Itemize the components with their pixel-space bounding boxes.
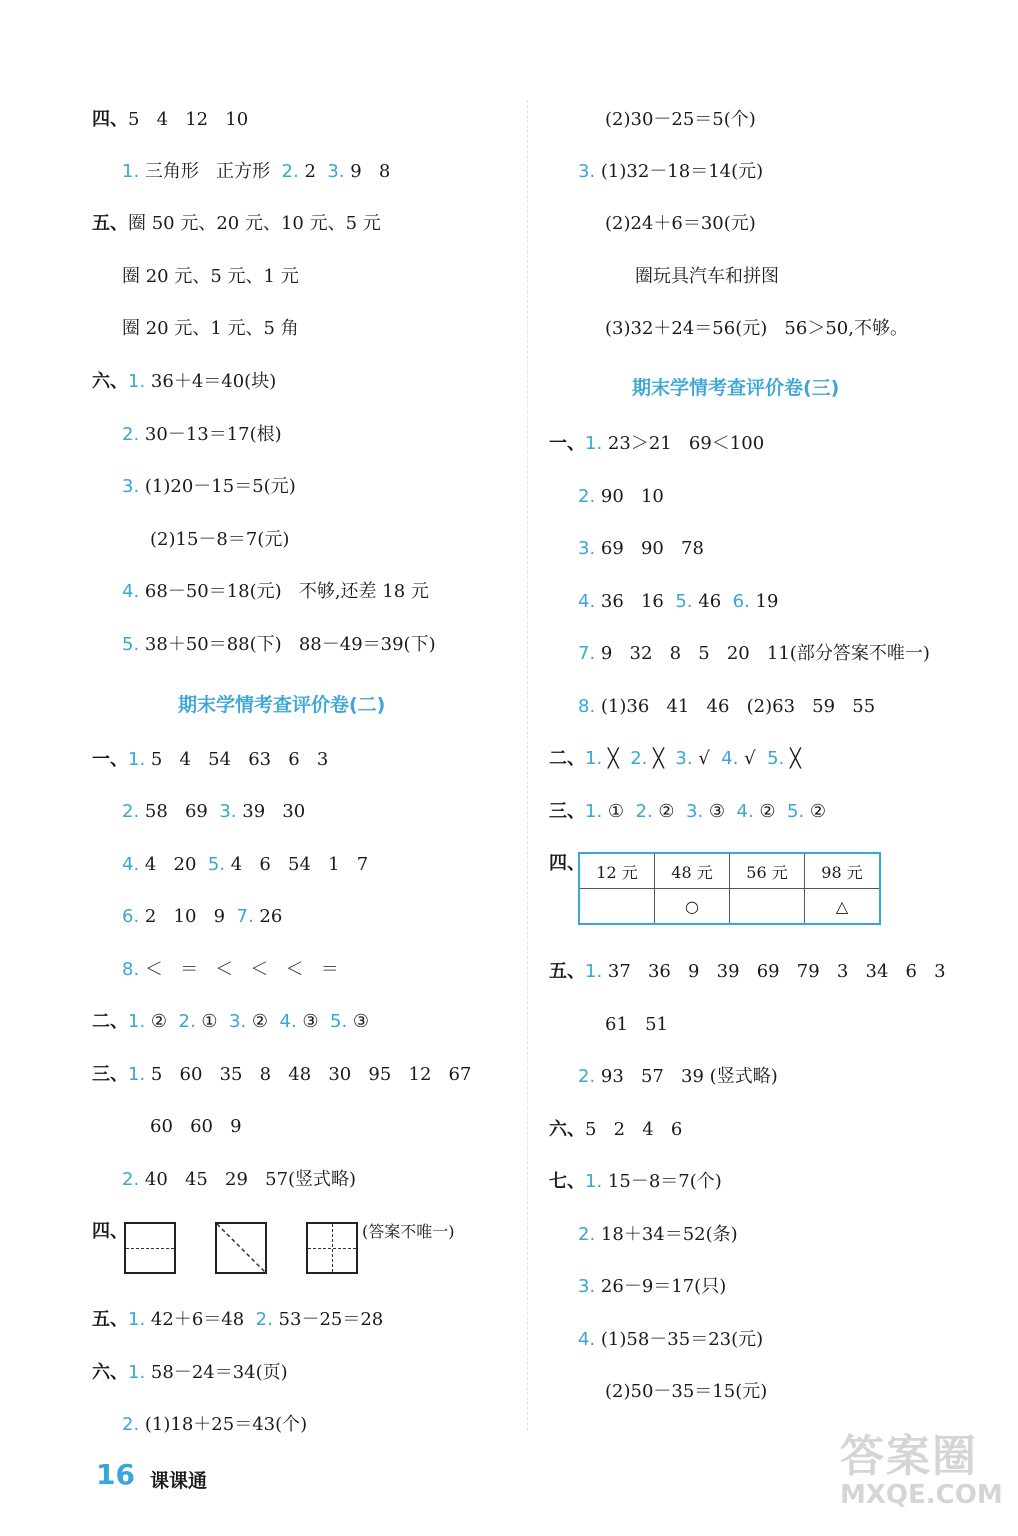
- answer-line: [92, 1220, 128, 1244]
- question-number: 2.: [578, 1066, 596, 1087]
- section-label: 二、: [92, 1011, 128, 1032]
- answer-text: 2: [298, 161, 328, 182]
- section-label: 四、: [549, 853, 585, 874]
- answer-text: 19: [749, 591, 779, 612]
- answer-text: 38＋50＝88(下) 88－49＝39(下): [139, 634, 436, 655]
- book-name: 课课通: [150, 1470, 208, 1492]
- answer-line: [92, 748, 328, 772]
- answer-text: 46: [692, 591, 733, 612]
- answer-text: 圈 50 元、20 元、10 元、5 元: [128, 213, 381, 234]
- answer-text: (1)36 41 46 (2)63 59 55: [595, 696, 876, 717]
- answer-line: [549, 747, 801, 771]
- table-cell: ○: [655, 889, 730, 925]
- question-number: 7.: [236, 906, 254, 927]
- section-label: 五、: [92, 1309, 128, 1330]
- answer-text: ②: [753, 801, 787, 822]
- question-number: 8.: [122, 959, 140, 980]
- answer-text: 40 45 29 57(竖式略): [139, 1169, 357, 1190]
- answer-text: 9 32 8 5 20 11(部分答案不唯一): [595, 643, 930, 664]
- section-label: 四、: [92, 1221, 128, 1242]
- answer-line: [549, 800, 826, 824]
- answer-line: (2)15－8＝7(元): [150, 529, 290, 550]
- answer-text: 4 6 54 1 7: [225, 854, 369, 875]
- question-number: 1.: [128, 1362, 146, 1383]
- section-title: 期末学情考查评价卷(三): [632, 377, 840, 399]
- answer-text: (1)18＋25＝43(个): [139, 1414, 308, 1435]
- question-number: 2.: [122, 1169, 140, 1190]
- section-title: 期末学情考查评价卷(二): [178, 694, 386, 716]
- answer-line: [92, 212, 381, 236]
- question-number: 5.: [675, 591, 693, 612]
- answer-line: [92, 1361, 288, 1385]
- question-number: 4.: [721, 748, 739, 769]
- answer-line: [578, 1275, 726, 1299]
- answer-text: ②: [246, 1011, 280, 1032]
- answer-line: [122, 423, 282, 447]
- answer-line: [578, 1328, 763, 1352]
- answer-line: [122, 1168, 356, 1192]
- answer-line: [122, 475, 296, 499]
- answer-line: [122, 633, 436, 657]
- answer-text: ③: [296, 1011, 330, 1032]
- question-number: 1.: [585, 1171, 603, 1192]
- answer-text: 15－8＝7(个): [602, 1171, 722, 1192]
- answer-line: (2)50－35＝15(元): [605, 1381, 768, 1402]
- answer-text: 36 16: [595, 591, 676, 612]
- answer-text: 5 2 4 6: [585, 1119, 683, 1140]
- answer-line: (2)24＋6＝30(元): [605, 213, 756, 234]
- answer-line: [578, 590, 778, 614]
- question-number: 4.: [122, 581, 140, 602]
- answer-line: [578, 695, 875, 719]
- answer-text: 93 57 39 (竖式略): [595, 1066, 778, 1087]
- answer-text: √: [692, 748, 722, 769]
- section-label: 一、: [549, 433, 585, 454]
- answer-line: [92, 370, 276, 394]
- answer-text: 58 69: [139, 801, 220, 822]
- question-number: 1.: [128, 371, 146, 392]
- question-number: 5.: [122, 634, 140, 655]
- table-cell: [579, 889, 655, 925]
- question-number: 1.: [128, 1064, 146, 1085]
- answer-text: √: [738, 748, 768, 769]
- answer-text: 42＋6＝48: [145, 1309, 256, 1330]
- question-number: 1.: [585, 801, 603, 822]
- question-number: 5.: [330, 1011, 348, 1032]
- table-row: [579, 889, 880, 925]
- question-number: 2.: [578, 486, 596, 507]
- question-number: 4.: [279, 1011, 297, 1032]
- question-number: 7.: [578, 643, 596, 664]
- square-drawing-quarter-split: [306, 1222, 358, 1274]
- answer-text: 9 8: [344, 161, 391, 182]
- question-number: 2.: [178, 1011, 196, 1032]
- answer-text: 2 10 9: [139, 906, 237, 927]
- question-number: 2.: [281, 161, 299, 182]
- question-number: 8.: [578, 696, 596, 717]
- section-label: 六、: [549, 1119, 585, 1140]
- answer-text: ＜ ＝ ＜ ＜ ＜ ＝: [139, 959, 339, 980]
- answer-text: 36＋4＝40(块): [145, 371, 277, 392]
- table-cell: 56 元: [730, 853, 805, 889]
- table-cell: [730, 889, 805, 925]
- answer-line: [122, 800, 305, 824]
- answer-line: 圈 20 元、1 元、5 角: [122, 318, 299, 339]
- question-number: 1.: [128, 1309, 146, 1330]
- answer-text: 三角形 正方形: [139, 161, 282, 182]
- question-number: 3.: [327, 161, 345, 182]
- answer-text: ╳: [647, 748, 676, 769]
- answer-line: [549, 1170, 722, 1194]
- answer-line: [549, 1118, 682, 1142]
- answer-text: 58－24＝34(页): [145, 1362, 288, 1383]
- question-number: 3.: [219, 801, 237, 822]
- answer-line: [122, 905, 282, 929]
- answer-line: [92, 1010, 369, 1034]
- answer-text: 39 30: [236, 801, 306, 822]
- question-number: 3.: [122, 476, 140, 497]
- answer-text: ②: [145, 1011, 179, 1032]
- question-number: 6.: [122, 906, 140, 927]
- question-number: 4.: [736, 801, 754, 822]
- answer-text: ②: [652, 801, 686, 822]
- answer-text: 68－50＝18(元) 不够,还差 18 元: [139, 581, 429, 602]
- question-number: 2.: [578, 1224, 596, 1245]
- answer-text: (1)58－35＝23(元): [595, 1329, 764, 1350]
- answer-text: 69 90 78: [595, 538, 704, 559]
- answer-line: 61 51: [605, 1014, 668, 1035]
- question-number: 4.: [578, 1329, 596, 1350]
- question-number: 3.: [675, 748, 693, 769]
- answer-line: [578, 642, 930, 666]
- section-label: 五、: [549, 961, 585, 982]
- answer-text: 30－13＝17(根): [139, 424, 282, 445]
- table-cell: △: [805, 889, 881, 925]
- answer-line: [122, 1413, 307, 1437]
- question-number: 1.: [122, 161, 140, 182]
- price-table: [578, 852, 881, 925]
- answer-text: 37 36 9 39 69 79 3 34 6 3: [602, 961, 946, 982]
- watermark-url: MXQE.COM: [840, 1480, 1003, 1510]
- section-label: 七、: [549, 1171, 585, 1192]
- answer-line: [578, 537, 704, 561]
- answer-text: ①: [602, 801, 636, 822]
- note-text: (答案不唯一): [362, 1222, 455, 1241]
- watermark-text: 答案圈: [840, 1431, 978, 1482]
- answer-line: [578, 160, 763, 184]
- question-number: 3.: [229, 1011, 247, 1032]
- square-drawing-horizontal-split: [124, 1222, 176, 1274]
- square-drawing-diagonal-split: [215, 1222, 267, 1274]
- question-number: 5.: [767, 748, 785, 769]
- answer-line: [92, 108, 248, 132]
- answer-text: 53－25＝28: [272, 1309, 384, 1330]
- answer-line: [578, 485, 664, 509]
- answer-line: [549, 432, 764, 456]
- question-number: 2.: [635, 801, 653, 822]
- question-number: 5.: [787, 801, 805, 822]
- answer-text: 5 60 35 8 48 30 95 12 67: [145, 1064, 472, 1085]
- section-label: 一、: [92, 749, 128, 770]
- section-label: 三、: [549, 801, 585, 822]
- question-number: 2.: [255, 1309, 273, 1330]
- question-number: 3.: [686, 801, 704, 822]
- question-number: 3.: [578, 1276, 596, 1297]
- section-label: 六、: [92, 1362, 128, 1383]
- answer-text: ╳: [784, 748, 801, 769]
- answer-text: 26－9＝17(只): [595, 1276, 727, 1297]
- question-number: 4.: [578, 591, 596, 612]
- answer-text: (1)32－18＝14(元): [595, 161, 764, 182]
- section-label: 三、: [92, 1064, 128, 1085]
- table-row: [579, 853, 880, 889]
- answer-line: [122, 160, 390, 184]
- answer-text: 4 20: [139, 854, 208, 875]
- question-number: 2.: [122, 801, 140, 822]
- answer-line: [578, 1065, 778, 1089]
- question-number: 5.: [207, 854, 226, 875]
- answer-line: 圈玩具汽车和拼图: [635, 266, 779, 287]
- question-number: 2.: [122, 424, 140, 445]
- question-number: 6.: [732, 591, 750, 612]
- question-number: 2.: [630, 748, 648, 769]
- question-number: 3.: [578, 161, 596, 182]
- answer-text: (1)20－15＝5(元): [139, 476, 296, 497]
- section-label: 四、: [92, 109, 128, 130]
- answer-text: 90 10: [595, 486, 664, 507]
- watermark-logo: [800, 1400, 1003, 1530]
- column-divider: [527, 100, 528, 1430]
- answer-text: 18＋34＝52(条): [595, 1224, 738, 1245]
- section-label: 六、: [92, 371, 128, 392]
- answer-line: [122, 958, 339, 982]
- table-cell: 48 元: [655, 853, 730, 889]
- question-number: 1.: [585, 961, 603, 982]
- table-cell: 98 元: [805, 853, 881, 889]
- section-label: 二、: [549, 748, 585, 769]
- answer-line: 圈 20 元、5 元、1 元: [122, 266, 299, 287]
- answer-line: [578, 1223, 738, 1247]
- answer-line: [122, 853, 368, 877]
- question-number: 1.: [128, 749, 146, 770]
- answer-text: ╳: [602, 748, 631, 769]
- question-number: 1.: [128, 1011, 146, 1032]
- answer-text: 5 4 54 63 6 3: [145, 749, 329, 770]
- diagonal-line: [217, 1224, 265, 1272]
- answer-text: ②: [804, 801, 827, 822]
- answer-line: [122, 580, 429, 604]
- answer-line: [549, 960, 946, 984]
- question-number: 4.: [122, 854, 140, 875]
- answer-text: 26: [253, 906, 283, 927]
- question-number: 1.: [585, 748, 603, 769]
- answer-text: 23＞21 69＜100: [602, 433, 765, 454]
- question-number: 2.: [122, 1414, 140, 1435]
- answer-line: [92, 1063, 471, 1087]
- answer-line: 60 60 9: [150, 1116, 242, 1137]
- answer-line: (2)30－25＝5(个): [605, 109, 756, 130]
- answer-line: [92, 1308, 383, 1332]
- answer-line: (3)32＋24＝56(元) 56＞50,不够。: [605, 318, 908, 339]
- answer-text: ①: [195, 1011, 229, 1032]
- answer-text: ③: [347, 1011, 370, 1032]
- table-cell: 12 元: [579, 853, 655, 889]
- page-number: 16: [96, 1458, 135, 1491]
- answer-text: 5 4 12 10: [128, 109, 249, 130]
- section-label: 五、: [92, 213, 128, 234]
- answer-text: ③: [703, 801, 737, 822]
- question-number: 1.: [585, 433, 603, 454]
- question-number: 3.: [578, 538, 596, 559]
